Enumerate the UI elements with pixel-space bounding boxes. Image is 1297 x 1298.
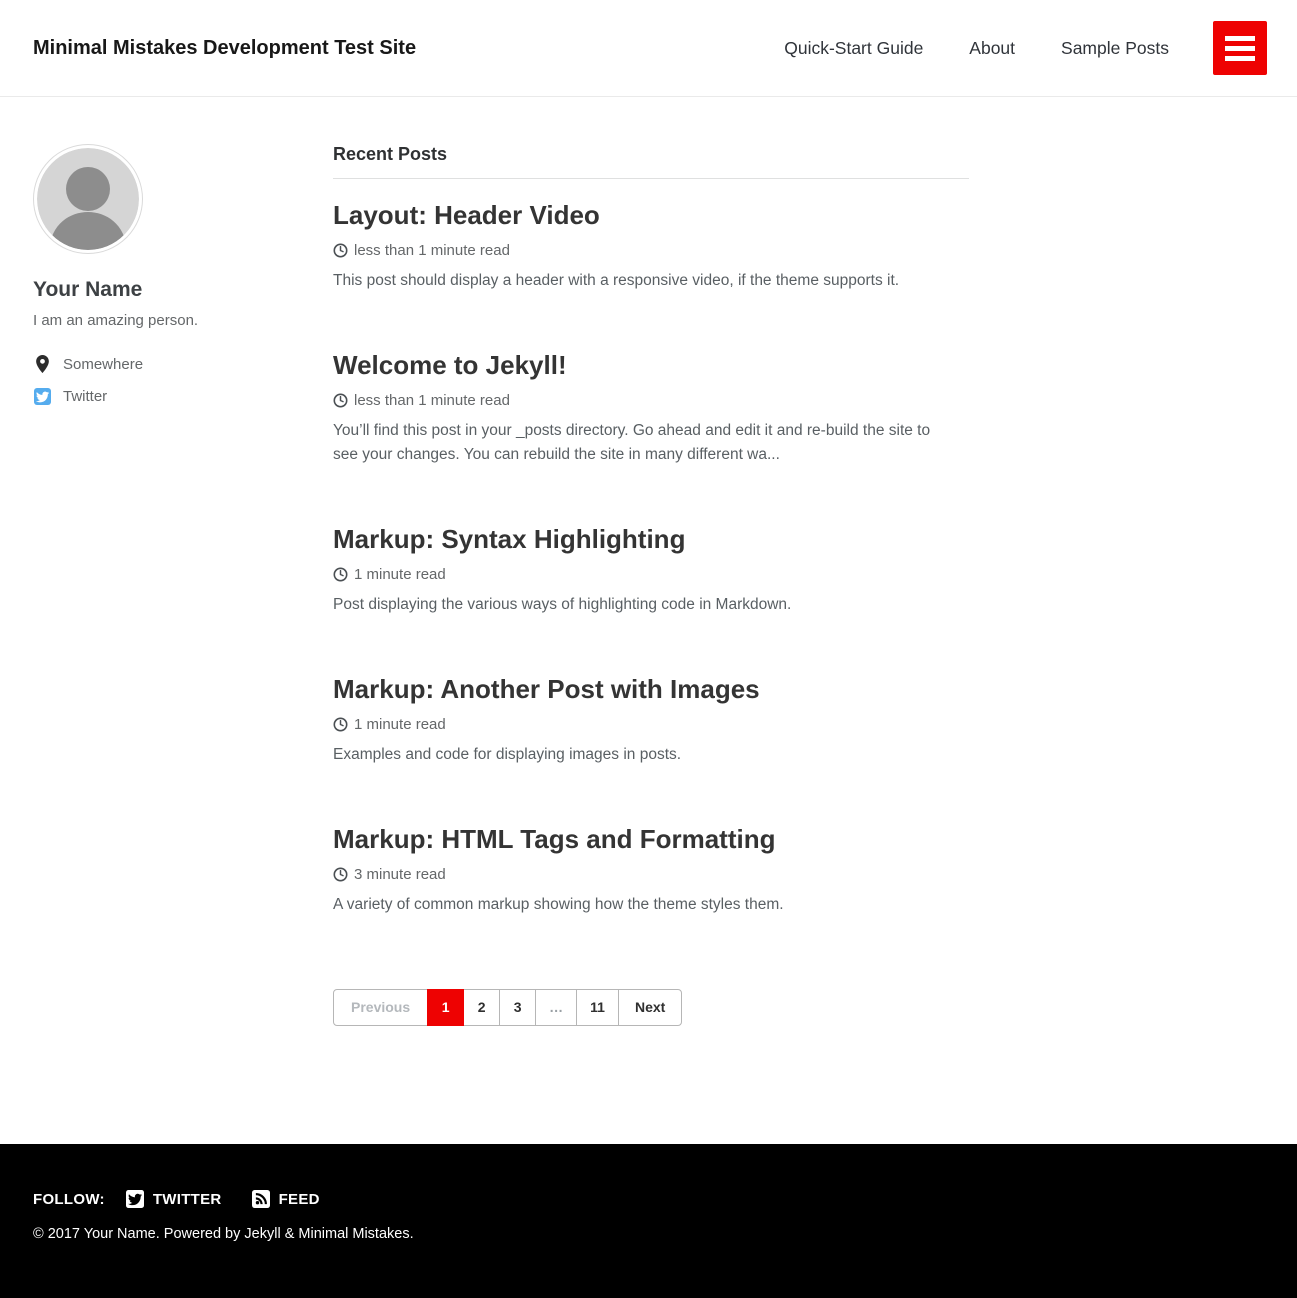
clock-icon: [333, 567, 348, 582]
post-title: [333, 825, 969, 855]
post-excerpt: This post should display a header with a responsive video, if the theme supports it.: [333, 271, 900, 289]
post-title-link[interactable]: Layout: Header Video: [333, 200, 600, 230]
post-item: [333, 351, 969, 467]
author-twitter-item: [33, 388, 333, 405]
footer-feed-label: FEED: [278, 1190, 320, 1208]
post-title-link[interactable]: Markup: Syntax Highlighting: [333, 523, 686, 554]
archive-heading: Recent Posts: [333, 144, 969, 179]
post-item: [333, 201, 969, 293]
site-footer: [0, 1144, 1297, 1298]
post-item: [333, 825, 969, 917]
pagination-page-1[interactable]: 1: [427, 989, 464, 1026]
twitter-square-icon: [126, 1190, 144, 1208]
read-time: 3 minute read: [354, 865, 446, 883]
footer-follow-row: [33, 1190, 1264, 1208]
post-excerpt: Examples and code for displaying images in posts.: [333, 745, 682, 763]
post-title-link[interactable]: Markup: HTML Tags and Formatting: [333, 823, 776, 854]
post-title: [333, 525, 969, 555]
site-title-link[interactable]: Minimal Mistakes Development Test Site: [33, 36, 417, 59]
post-excerpt: A variety of common markup showing how the theme styles them.: [333, 895, 784, 913]
post-meta: [333, 566, 969, 583]
read-time: less than 1 minute read: [354, 241, 510, 259]
read-time: less than 1 minute read: [354, 391, 510, 409]
read-time: 1 minute read: [354, 715, 446, 733]
footer-feed-link[interactable]: [252, 1190, 320, 1208]
clock-icon: [333, 867, 348, 882]
author-name: Your Name: [33, 278, 143, 301]
post-item: [333, 675, 969, 767]
archive: [333, 144, 969, 1144]
post-item: [333, 525, 969, 617]
primary-nav: [738, 38, 1169, 59]
page-body: [0, 97, 1297, 1144]
post-meta: [333, 716, 969, 733]
hamburger-icon: [1225, 36, 1255, 41]
footer-copyright: © 2017 Your Name. Powered by Jekyll & Minimal Mistakes.: [33, 1226, 414, 1242]
author-sidebar: [33, 144, 333, 1144]
pagination-ellipsis: …: [535, 989, 577, 1026]
post-meta: [333, 242, 969, 259]
post-title-link[interactable]: Welcome to Jekyll!: [333, 349, 567, 380]
twitter-icon: [33, 388, 51, 405]
jekyll-link[interactable]: Jekyll: [244, 1226, 281, 1242]
read-time: 1 minute read: [354, 565, 446, 583]
person-silhouette-icon: [37, 148, 139, 250]
clock-icon: [333, 393, 348, 408]
footer-twitter-link[interactable]: [126, 1190, 222, 1208]
post-meta: [333, 866, 969, 883]
author-twitter-link[interactable]: Twitter: [63, 388, 108, 405]
post-title: [333, 351, 969, 381]
footer-twitter-label: TWITTER: [152, 1190, 222, 1208]
nav-item-quick-start-guide[interactable]: Quick-Start Guide: [784, 37, 924, 58]
clock-icon: [333, 243, 348, 258]
map-marker-icon: [33, 355, 51, 373]
pagination-page-11[interactable]: 11: [576, 989, 619, 1026]
nav-item-sample-posts[interactable]: Sample Posts: [1061, 37, 1169, 58]
author-location-item: [33, 355, 333, 373]
minimal-mistakes-link[interactable]: Minimal Mistakes: [298, 1226, 410, 1242]
pagination-next[interactable]: Next: [618, 989, 682, 1026]
author-links: [33, 355, 333, 405]
masthead: [0, 0, 1297, 97]
post-excerpt: You’ll find this post in your _posts directory. Go ahead and edit it and re-build the site to see your changes. You can rebuild the site in many different wa...: [333, 421, 931, 463]
pagination-page-2[interactable]: 2: [463, 989, 500, 1026]
rss-square-icon: [252, 1190, 270, 1208]
follow-label: FOLLOW:: [33, 1190, 105, 1208]
author-bio: I am an amazing person.: [33, 312, 199, 329]
post-title: [333, 675, 969, 705]
post-meta: [333, 392, 969, 409]
post-excerpt: Post displaying the various ways of highlighting code in Markdown.: [333, 595, 792, 613]
pagination-previous: Previous: [333, 989, 428, 1026]
avatar: [33, 144, 143, 254]
pagination-page-3[interactable]: 3: [499, 989, 536, 1026]
nav-item-about[interactable]: About: [969, 37, 1016, 58]
menu-toggle-button[interactable]: [1213, 21, 1267, 75]
pagination: [333, 989, 969, 1026]
clock-icon: [333, 717, 348, 732]
author-location-label: Somewhere: [63, 355, 144, 373]
post-title-link[interactable]: Markup: Another Post with Images: [333, 673, 760, 704]
post-title: [333, 201, 969, 231]
